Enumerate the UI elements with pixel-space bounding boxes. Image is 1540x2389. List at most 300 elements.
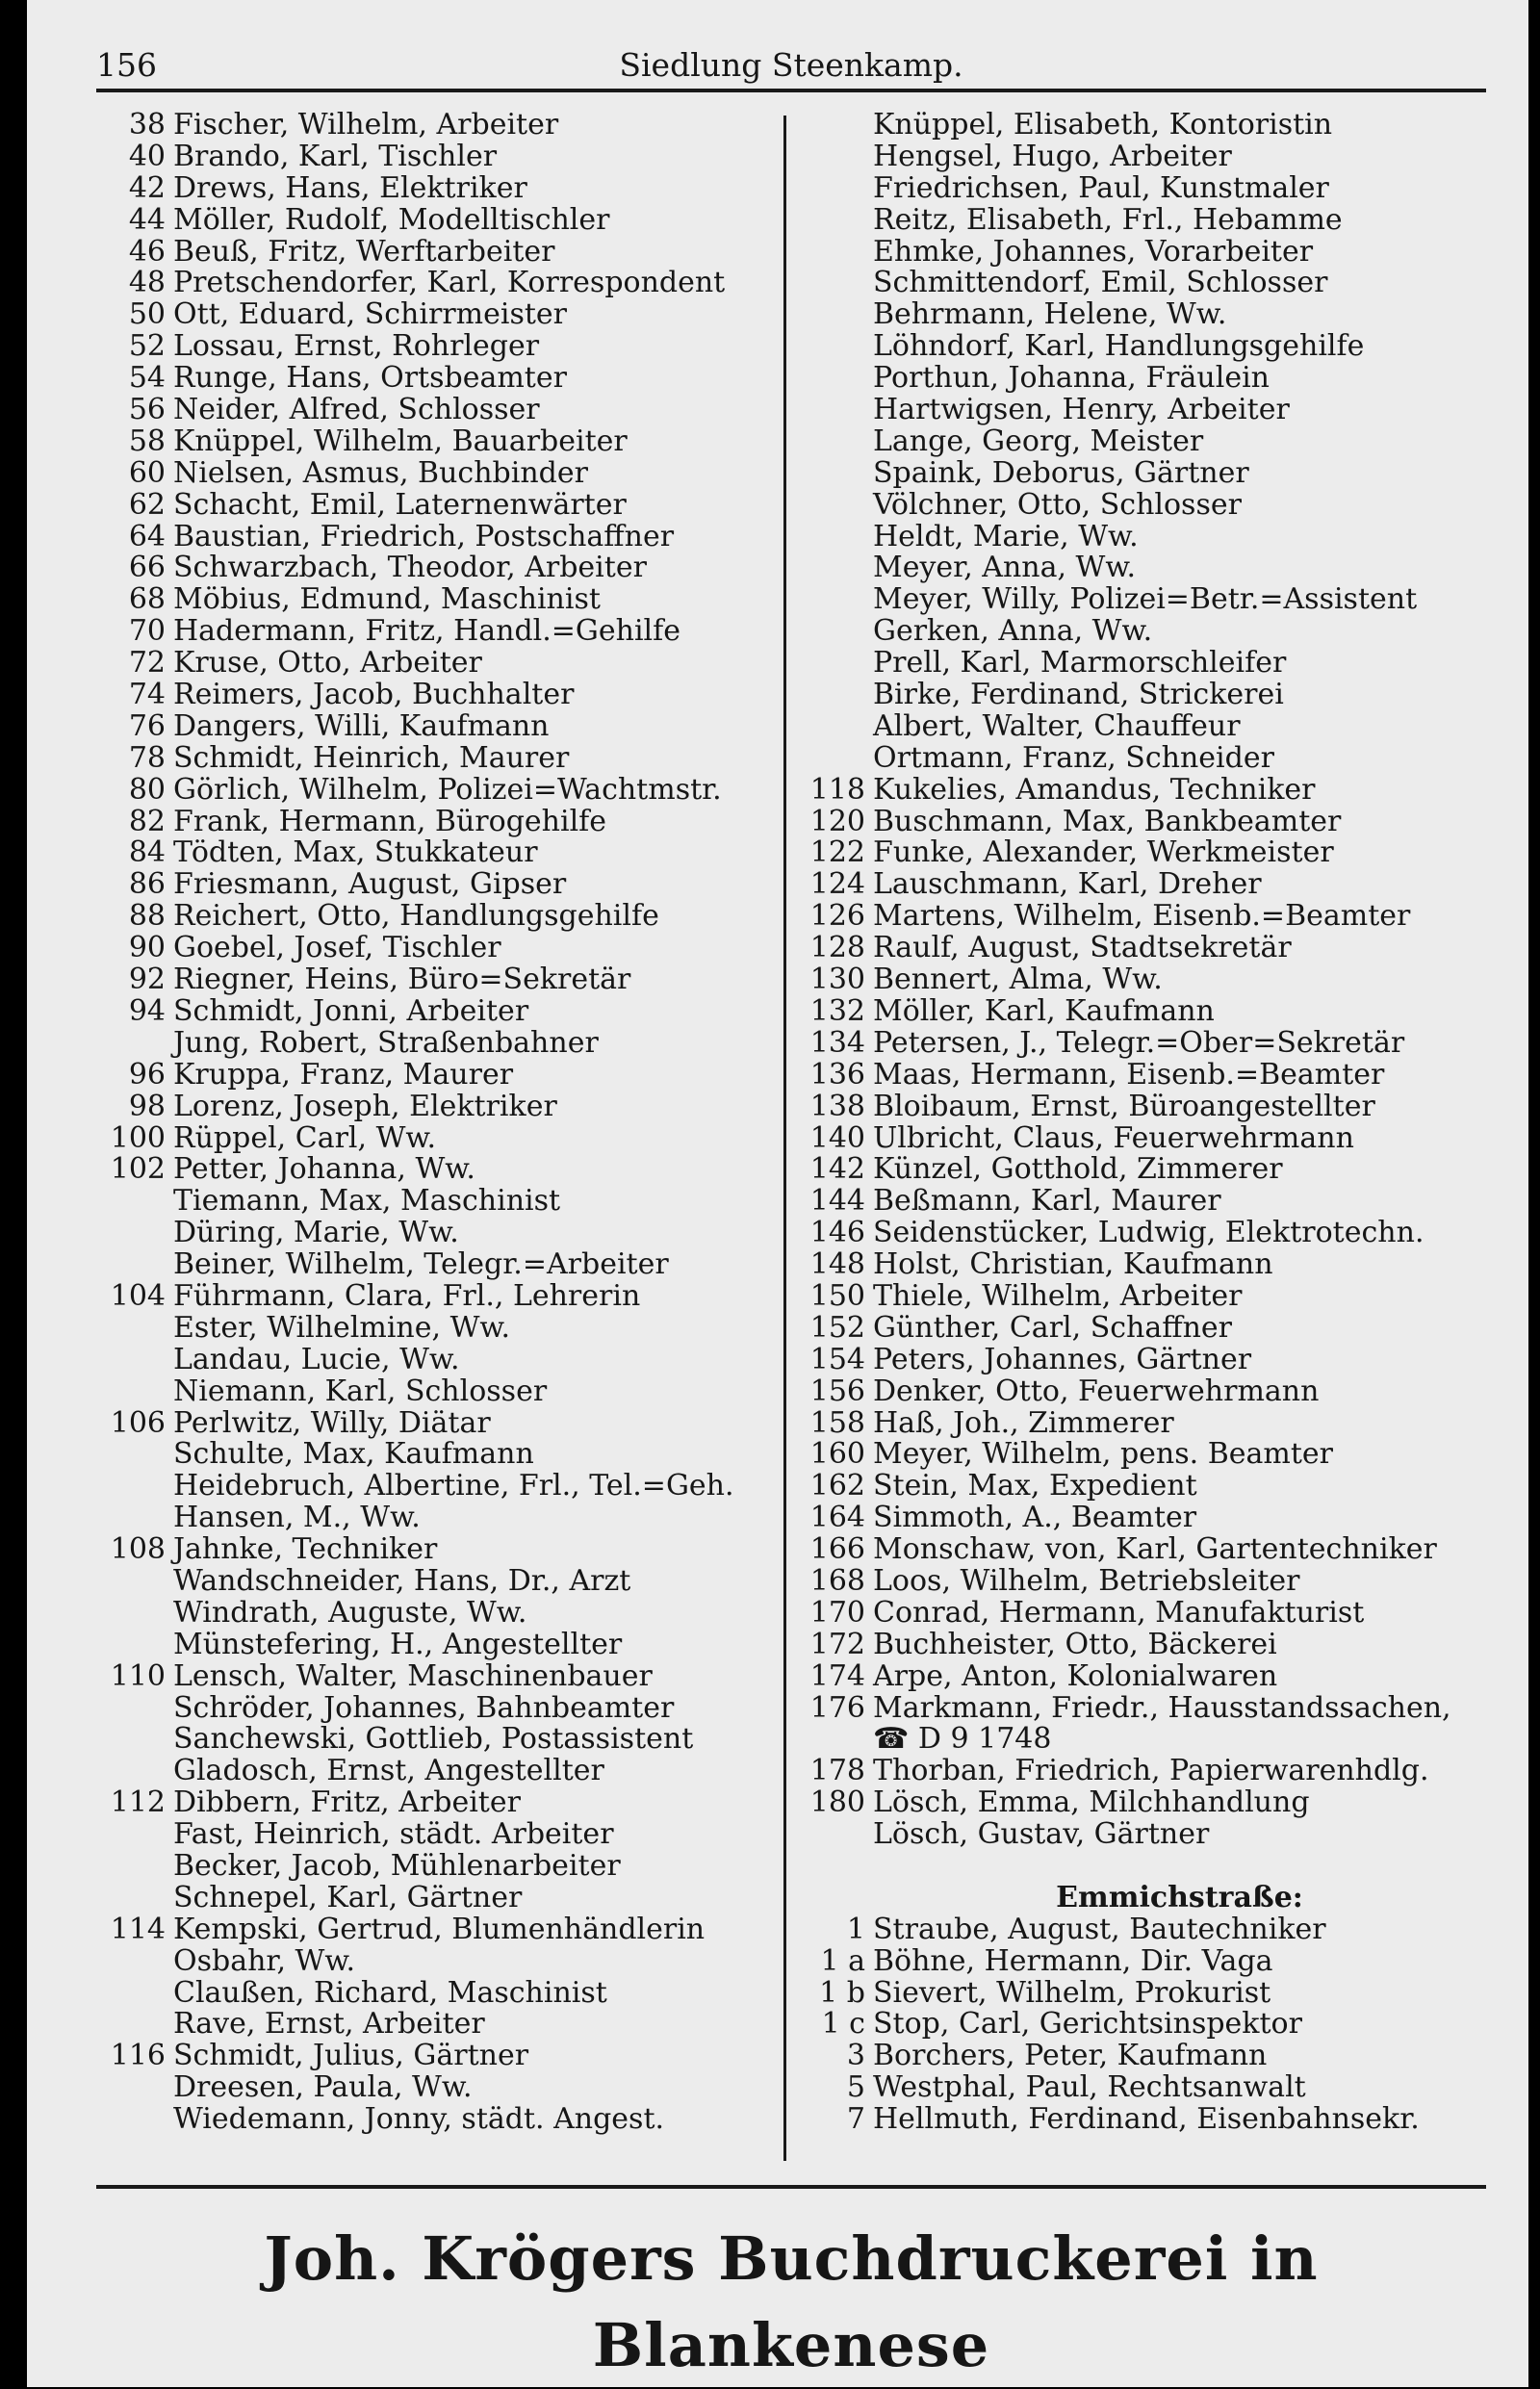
house-number: 82 (128, 804, 166, 838)
resident-entry: Osbahr, Ww. (173, 1943, 356, 1978)
resident-entry: Schmittendorf, Emil, Schlosser (873, 266, 1328, 300)
resident-entry: Führmann, Clara, Frl., Lehrerin (173, 1278, 641, 1313)
directory-entry (787, 1503, 1495, 1534)
house-number: 144 (809, 1184, 865, 1219)
resident-entry: Wandschneider, Hans, Dr., Arzt (173, 1563, 631, 1598)
resident-entry: Reichert, Otto, Handlungsgehilfe (173, 899, 659, 934)
directory-entry (81, 110, 774, 141)
resident-entry: Möller, Rudolf, Modelltischler (173, 202, 610, 237)
house-number (81, 2104, 173, 2136)
house-number: 100 (110, 1120, 166, 1155)
left-column (81, 110, 774, 2136)
directory-entry (787, 1534, 1495, 1566)
directory-entry (787, 1439, 1495, 1471)
house-number: 76 (128, 708, 166, 743)
directory-entry (787, 1186, 1495, 1218)
directory-entry (787, 268, 1495, 299)
directory-entry (81, 426, 774, 458)
resident-entry: Heldt, Marie, Ww. (873, 519, 1139, 553)
resident-entry: Hadermann, Fritz, Handl.=Gehilfe (173, 614, 681, 649)
directory-entry (787, 1376, 1495, 1408)
directory-entry (787, 2104, 1495, 2136)
house-number (81, 1693, 173, 1725)
directory-entry (81, 1089, 774, 1123)
directory-entry (81, 519, 774, 553)
resident-entry: Borchers, Peter, Kaufmann (873, 2039, 1268, 2073)
directory-entry (787, 1405, 1495, 1440)
house-number (787, 268, 873, 299)
resident-entry: Lösch, Gustav, Gärtner (873, 1817, 1210, 1852)
directory-entry (787, 487, 1495, 522)
directory-entry (81, 837, 774, 869)
resident-entry: Maas, Hermann, Eisenb.=Beamter (873, 1057, 1385, 1092)
house-number (787, 237, 873, 269)
house-number: 56 (128, 393, 166, 427)
directory-entry (81, 363, 774, 395)
directory-entry (787, 1627, 1495, 1661)
house-number (81, 1376, 173, 1408)
resident-entry: Stop, Carl, Gerichtsinspektor (873, 2007, 1302, 2042)
resident-entry: Rave, Ernst, Arbeiter (173, 2007, 485, 2042)
column-divider (783, 116, 786, 2161)
directory-entry (787, 519, 1495, 553)
directory-entry (81, 1848, 774, 1883)
resident-entry: Reimers, Jacob, Buchhalter (173, 678, 575, 712)
house-number: 114 (110, 1912, 166, 1946)
resident-entry: Frank, Hermann, Bürogehilfe (173, 804, 607, 838)
resident-entry: Ester, Wilhelmine, Ww. (173, 1310, 511, 1345)
resident-entry: Loos, Wilhelm, Betriebsleiter (873, 1563, 1300, 1598)
resident-entry: Friesmann, August, Gipser (173, 867, 567, 902)
page-title: Siedlung Steenkamp. (619, 46, 963, 84)
directory-entry (787, 616, 1495, 648)
directory-entry (787, 299, 1495, 331)
resident-entry: Wiedemann, Jonny, städt. Angest. (173, 2102, 665, 2137)
resident-entry: Thorban, Friedrich, Papierwarenhdlg. (873, 1754, 1429, 1788)
directory-entry (81, 2072, 774, 2104)
resident-entry: Gladosch, Ernst, Angestellter (173, 1754, 604, 1788)
directory-entry (787, 837, 1495, 869)
resident-entry: Lossau, Ernst, Rohrleger (173, 329, 540, 364)
directory-entry (81, 552, 774, 584)
directory-entry (787, 170, 1495, 205)
house-number: 50 (128, 297, 166, 332)
house-number: 52 (128, 329, 166, 364)
street-heading: Emmichstraße: (1056, 1880, 1303, 1914)
directory-entry (81, 1154, 774, 1186)
resident-entry: Reitz, Elisabeth, Frl., Hebamme (873, 202, 1343, 237)
house-number: 154 (809, 1342, 865, 1376)
resident-entry: Westphal, Paul, Rechtsanwalt (873, 2070, 1306, 2105)
directory-entry (787, 202, 1495, 237)
house-number (81, 1028, 173, 1060)
directory-entry (787, 1563, 1495, 1598)
directory-entry (787, 1310, 1495, 1345)
directory-entry (787, 869, 1495, 901)
house-number (787, 110, 873, 141)
directory-entry (787, 1278, 1495, 1313)
house-number: 174 (809, 1658, 865, 1693)
house-number: 1 b (819, 1975, 865, 2010)
directory-entry (81, 2104, 774, 2136)
resident-entry: Beuß, Fritz, Werftarbeiter (173, 234, 555, 269)
directory-entry (81, 141, 774, 173)
directory-entry (81, 202, 774, 237)
resident-entry: Hengsel, Hugo, Arbeiter (873, 139, 1232, 173)
directory-entry (81, 2009, 774, 2041)
directory-entry (787, 331, 1495, 363)
house-number: 104 (110, 1278, 166, 1313)
resident-entry: Porthun, Johanna, Fräulein (873, 361, 1270, 396)
house-number: 128 (809, 931, 865, 965)
resident-entry: Heidebruch, Albertine, Frl., Tel.=Geh. (173, 1469, 734, 1503)
directory-entry (787, 1057, 1495, 1092)
directory-entry (787, 1249, 1495, 1281)
directory-entry (787, 2009, 1495, 2041)
house-number: 148 (809, 1247, 865, 1282)
house-number (787, 616, 873, 648)
resident-entry: Pretschendorfer, Karl, Korrespondent (173, 266, 726, 300)
directory-entry (81, 2041, 774, 2072)
directory-entry (81, 993, 774, 1028)
directory-entry (81, 1787, 774, 1819)
house-number: 136 (809, 1057, 865, 1092)
directory-entry (787, 455, 1495, 490)
resident-entry: Beßmann, Karl, Maurer (873, 1184, 1221, 1219)
house-number: 70 (128, 614, 166, 649)
resident-entry: Fast, Heinrich, städt. Arbeiter (173, 1817, 614, 1852)
directory-entry (81, 234, 774, 269)
directory-entry (81, 1405, 774, 1440)
house-number: 126 (809, 899, 865, 934)
directory-entry (787, 1154, 1495, 1186)
house-number: 110 (110, 1658, 166, 1693)
house-number: 1 a (820, 1943, 865, 1978)
house-number: 168 (809, 1563, 865, 1598)
directory-entry (81, 1376, 774, 1408)
house-number (81, 1249, 173, 1281)
directory-entry (787, 584, 1495, 616)
house-number: 66 (128, 551, 166, 585)
resident-entry: Schmidt, Heinrich, Maurer (173, 740, 570, 775)
resident-entry: Nielsen, Asmus, Buchbinder (173, 455, 588, 490)
directory-entry (787, 1756, 1495, 1787)
resident-entry: Sanchewski, Gottlieb, Postassistent (173, 1722, 694, 1757)
house-number (81, 2009, 173, 2041)
house-number (787, 1724, 873, 1756)
house-number (787, 680, 873, 711)
directory-entry (787, 363, 1495, 395)
house-number: 72 (128, 646, 166, 681)
house-number: 160 (809, 1437, 865, 1472)
directory-entry (787, 1975, 1495, 2010)
resident-entry: Schnepel, Karl, Gärtner (173, 1880, 523, 1914)
house-number: 116 (110, 2039, 166, 2073)
resident-entry: Dangers, Willi, Kaufmann (173, 708, 550, 743)
house-number (81, 1883, 173, 1914)
directory-entry (787, 1595, 1495, 1630)
printer-imprint: Joh. Krögers Buchdruckerei in Blankenese (264, 2223, 1319, 2380)
resident-entry: Buschmann, Max, Bankbeamter (873, 804, 1342, 838)
house-number: 54 (128, 361, 166, 396)
directory-entry (81, 1218, 774, 1249)
resident-entry: Conrad, Hermann, Manufakturist (873, 1595, 1365, 1630)
directory-entry (81, 1503, 774, 1534)
house-number (81, 1471, 173, 1503)
resident-entry: Hartwigsen, Henry, Arbeiter (873, 393, 1290, 427)
directory-entry (81, 740, 774, 775)
house-number: 42 (128, 170, 166, 205)
house-number: 106 (110, 1405, 166, 1440)
house-number: 90 (128, 931, 166, 965)
resident-entry: Schmidt, Jonni, Arbeiter (173, 993, 529, 1028)
resident-entry: Beiner, Wilhelm, Telegr.=Arbeiter (173, 1247, 669, 1282)
resident-entry: Gerken, Anna, Ww. (873, 614, 1153, 649)
house-number (787, 363, 873, 395)
spacer (787, 1851, 1495, 1883)
house-number (81, 1598, 173, 1630)
house-number (787, 490, 873, 522)
resident-entry: Lösch, Emma, Milchhandlung (873, 1785, 1310, 1820)
house-number: 78 (128, 740, 166, 775)
house-number: 74 (128, 678, 166, 712)
house-number: 180 (809, 1785, 865, 1820)
resident-entry: Jung, Robert, Straßenbahner (173, 1025, 599, 1060)
house-number (81, 1630, 173, 1661)
house-number: 176 (809, 1690, 865, 1725)
directory-entry (81, 901, 774, 933)
resident-entry: Denker, Otto, Feuerwehrmann (873, 1374, 1320, 1408)
house-number (81, 1756, 173, 1787)
house-number: 62 (128, 487, 166, 522)
resident-entry: Bloibaum, Ernst, Büroangestellter (873, 1089, 1375, 1123)
house-number: 112 (110, 1785, 166, 1820)
resident-entry: Knüppel, Wilhelm, Bauarbeiter (173, 424, 628, 458)
directory-entry (81, 1439, 774, 1471)
directory-entry (81, 1914, 774, 1946)
directory-entry (81, 1249, 774, 1281)
resident-entry: Schacht, Emil, Laternenwärter (173, 487, 627, 522)
house-number: 102 (110, 1152, 166, 1187)
house-number (787, 648, 873, 680)
directory-entry (81, 1310, 774, 1345)
house-number: 170 (809, 1595, 865, 1630)
directory-entry (787, 964, 1495, 996)
directory-entry (787, 426, 1495, 458)
house-number: 92 (128, 963, 166, 997)
directory-entry (787, 141, 1495, 173)
resident-entry: Möller, Karl, Kaufmann (873, 993, 1215, 1028)
house-number: 60 (128, 455, 166, 490)
house-number: 7 (846, 2102, 865, 2137)
resident-entry: Schröder, Johannes, Bahnbeamter (173, 1690, 675, 1725)
directory-entry (787, 772, 1495, 807)
directory-entry (787, 552, 1495, 584)
house-number (81, 1218, 173, 1249)
house-number (81, 1946, 173, 1978)
resident-entry: Kempski, Gertrud, Blumenhändlerin (173, 1912, 706, 1946)
directory-entry (81, 648, 774, 680)
house-number: 40 (128, 139, 166, 173)
house-number: 124 (809, 867, 865, 902)
resident-entry: Windrath, Auguste, Ww. (173, 1595, 527, 1630)
resident-entry: Dreesen, Paula, Ww. (173, 2070, 473, 2105)
resident-entry: Becker, Jacob, Mühlenarbeiter (173, 1848, 621, 1883)
directory-entry (81, 455, 774, 490)
directory-entry (787, 2041, 1495, 2072)
resident-entry: Simmoth, A., Beamter (873, 1501, 1197, 1535)
house-number: 122 (809, 835, 865, 870)
house-number (81, 1978, 173, 2010)
directory-entry (787, 1690, 1495, 1725)
house-number: 156 (809, 1374, 865, 1408)
resident-entry: Buchheister, Otto, Bäckerei (873, 1627, 1277, 1661)
directory-entry (787, 1342, 1495, 1376)
directory-entry (81, 1943, 774, 1978)
resident-entry: Düring, Marie, Ww. (173, 1216, 459, 1250)
directory-entry (787, 1218, 1495, 1249)
house-number (787, 743, 873, 775)
resident-entry: Birke, Ferdinand, Strickerei (873, 678, 1284, 712)
house-number (787, 1819, 873, 1851)
directory-page (27, 0, 1528, 2387)
resident-entry: Kruppa, Franz, Maurer (173, 1057, 514, 1092)
resident-entry: Dibbern, Fritz, Arbeiter (173, 1785, 521, 1820)
house-number: 80 (128, 772, 166, 807)
resident-entry: Brando, Karl, Tischler (173, 139, 498, 173)
directory-entry (81, 331, 774, 363)
directory-entry (81, 869, 774, 901)
resident-entry: Ortmann, Franz, Schneider (873, 740, 1274, 775)
resident-entry: Knüppel, Elisabeth, Kontoristin (873, 108, 1333, 141)
house-number (787, 395, 873, 426)
resident-entry: Petter, Johanna, Ww. (173, 1152, 475, 1187)
house-number (787, 552, 873, 584)
house-number: 178 (809, 1754, 865, 1788)
resident-entry: Meyer, Anna, Ww. (873, 551, 1137, 585)
directory-entry (81, 1756, 774, 1787)
house-number: 108 (110, 1532, 166, 1567)
house-number (787, 205, 873, 237)
resident-entry: Günther, Carl, Schaffner (873, 1310, 1232, 1345)
directory-entry (787, 1471, 1495, 1503)
house-number (81, 1851, 173, 1883)
house-number (787, 173, 873, 205)
resident-entry: Thiele, Wilhelm, Arbeiter (873, 1278, 1243, 1313)
house-number (81, 1724, 173, 1756)
house-number: 48 (128, 266, 166, 300)
house-number: 1 c (821, 2007, 865, 2042)
directory-entry (787, 740, 1495, 775)
directory-entry (787, 110, 1495, 141)
directory-entry (81, 170, 774, 205)
directory-entry (81, 1025, 774, 1060)
directory-entry (81, 1278, 774, 1313)
resident-entry: Fischer, Wilhelm, Arbeiter (173, 108, 559, 141)
resident-entry: Niemann, Karl, Schlosser (173, 1374, 548, 1408)
directory-entry (81, 1595, 774, 1630)
resident-entry: Spaink, Deborus, Gärtner (873, 455, 1249, 490)
resident-entry: Prell, Karl, Marmorschleifer (873, 646, 1287, 681)
resident-entry: Riegner, Heins, Büro=Sekretär (173, 963, 631, 997)
resident-entry: Markmann, Friedr., Hausstandssachen, (873, 1690, 1451, 1725)
house-number: 118 (809, 772, 865, 807)
header-rule (96, 89, 1486, 92)
house-number (787, 458, 873, 490)
footer-rule (96, 2185, 1486, 2189)
directory-entry (81, 395, 774, 426)
directory-entry (81, 772, 774, 807)
resident-entry: Funke, Alexander, Werkmeister (873, 835, 1334, 870)
house-number: 162 (809, 1469, 865, 1503)
directory-entry (81, 1880, 774, 1914)
resident-entry: Schulte, Max, Kaufmann (173, 1437, 534, 1472)
directory-entry (787, 1658, 1495, 1693)
directory-entry (81, 1975, 774, 2010)
house-number: 96 (128, 1057, 166, 1092)
house-number (787, 141, 873, 173)
house-number: 98 (128, 1089, 166, 1123)
house-number: 134 (809, 1025, 865, 1060)
resident-entry: Stein, Max, Expedient (873, 1469, 1197, 1503)
directory-entry (81, 1186, 774, 1218)
directory-entry (81, 1724, 774, 1756)
resident-entry: Landau, Lucie, Ww. (173, 1342, 460, 1376)
page-number: 156 (96, 46, 157, 84)
resident-entry: Ulbricht, Claus, Feuerwehrmann (873, 1120, 1354, 1155)
directory-entry (787, 708, 1495, 743)
house-number (81, 1566, 173, 1598)
resident-entry: Neider, Alfred, Schlosser (173, 393, 540, 427)
house-number (787, 299, 873, 331)
directory-entry (81, 1471, 774, 1503)
resident-entry: Sievert, Wilhelm, Prokurist (873, 1975, 1271, 2010)
resident-entry: Schwarzbach, Theodor, Arbeiter (173, 551, 647, 585)
directory-entry (787, 234, 1495, 269)
directory-entry (787, 804, 1495, 838)
house-number (787, 331, 873, 363)
house-number: 172 (809, 1627, 865, 1661)
directory-entry (787, 1724, 1495, 1756)
house-number: 46 (128, 234, 166, 269)
house-number: 132 (809, 993, 865, 1028)
directory-entry (787, 933, 1495, 964)
house-number: 120 (809, 804, 865, 838)
directory-entry (81, 584, 774, 616)
resident-entry: Behrmann, Helene, Ww. (873, 297, 1227, 332)
house-number: 5 (846, 2070, 865, 2105)
resident-entry: Möbius, Edmund, Maschinist (173, 582, 601, 617)
resident-entry: Lange, Georg, Meister (873, 424, 1204, 458)
resident-entry: Lensch, Walter, Maschinenbauer (173, 1658, 653, 1693)
resident-entry: Peters, Johannes, Gärtner (873, 1342, 1252, 1376)
resident-entry: Haß, Joh., Zimmerer (873, 1405, 1174, 1440)
resident-entry: Monschaw, von, Karl, Gartentechniker (873, 1532, 1437, 1567)
resident-entry: Claußen, Richard, Maschinist (173, 1975, 607, 2010)
resident-entry: Tiemann, Max, Maschinist (173, 1184, 561, 1219)
directory-entry (81, 616, 774, 648)
resident-entry: Baustian, Friedrich, Postschaffner (173, 519, 675, 553)
resident-entry: Ott, Eduard, Schirrmeister (173, 297, 567, 332)
directory-entry (81, 708, 774, 743)
house-number: 58 (128, 424, 166, 458)
directory-entry (81, 1342, 774, 1376)
directory-entry (787, 1819, 1495, 1851)
directory-entry (81, 1563, 774, 1598)
directory-entry (81, 1534, 774, 1566)
resident-entry: Meyer, Willy, Polizei=Betr.=Assistent (873, 582, 1418, 617)
house-number: 158 (809, 1405, 865, 1440)
